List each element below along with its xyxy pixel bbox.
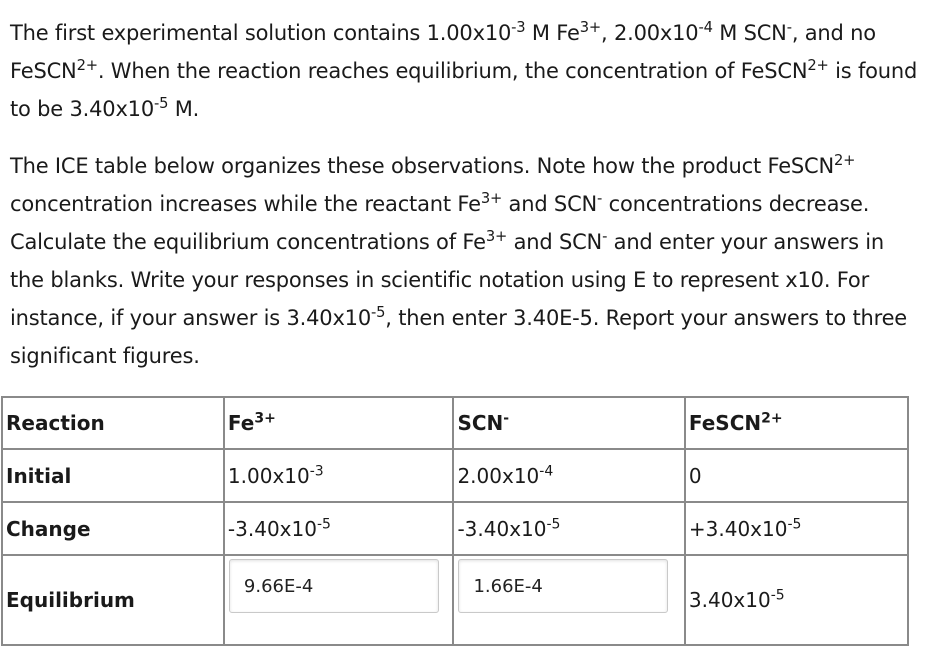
equilibrium-fescn: $3.40x10^{-5}$	[685, 555, 908, 645]
header-fescn: FeSCN$^{2+}$	[685, 397, 908, 449]
table-row-change	[2, 502, 908, 555]
row-label-initial: Initial	[2, 449, 224, 502]
ice-table	[1, 396, 909, 646]
change-fescn: $+3.40x10^{-5}$	[685, 502, 908, 555]
equilibrium-scn-cell	[453, 555, 684, 645]
initial-fescn: 0	[685, 449, 908, 502]
row-label-equilibrium: Equilibrium	[2, 555, 224, 645]
change-scn: $-3.40x10^{-5}$	[453, 502, 684, 555]
table-row-initial	[2, 449, 908, 502]
initial-fe: $1.00x10^{-3}$	[224, 449, 454, 502]
equilibrium-scn-input[interactable]	[458, 559, 668, 613]
header-scn: SCN-	[453, 397, 684, 449]
table-header-row	[2, 397, 908, 449]
equilibrium-fe-cell	[224, 555, 454, 645]
change-fe: $-3.40x10^{-5}$	[224, 502, 454, 555]
table-row-equilibrium	[2, 555, 908, 645]
initial-scn: $2.00x10^{-4}$	[453, 449, 684, 502]
instructions-paragraph: The ICE table below organizes these observations. Note how the product FeSCN$^{2+}$ concentration increases while the reactant $Fe^{3+}$ and SCN- concentrations decrease. Calculate the equilibrium concentrations of $Fe^{3+}$ and SCN- and enter your answers in the blanks. Write your responses in scientific notation using E to represent x10. For instance, if your answer is $3.40x10^{-5}$, then enter 3.40E-5. Report your answers to three significant figures.	[10, 151, 908, 368]
header-reaction: Reaction	[2, 397, 224, 449]
equilibrium-fe-input[interactable]	[229, 559, 439, 613]
intro-paragraph: The first experimental solution contains $1.00x10^{-3}$ M $Fe^{3+}$, $2.00x10^{-4}$ M SCN-, and no FeSCN$^{2+}$. When the reaction reaches equilibrium, the concentration of FeSCN$^{2+}$ is found to be $3.40x10^{-5}$ M.	[10, 18, 918, 121]
header-fe: $Fe^{3+}$	[224, 397, 454, 449]
row-label-change: Change	[2, 502, 224, 555]
